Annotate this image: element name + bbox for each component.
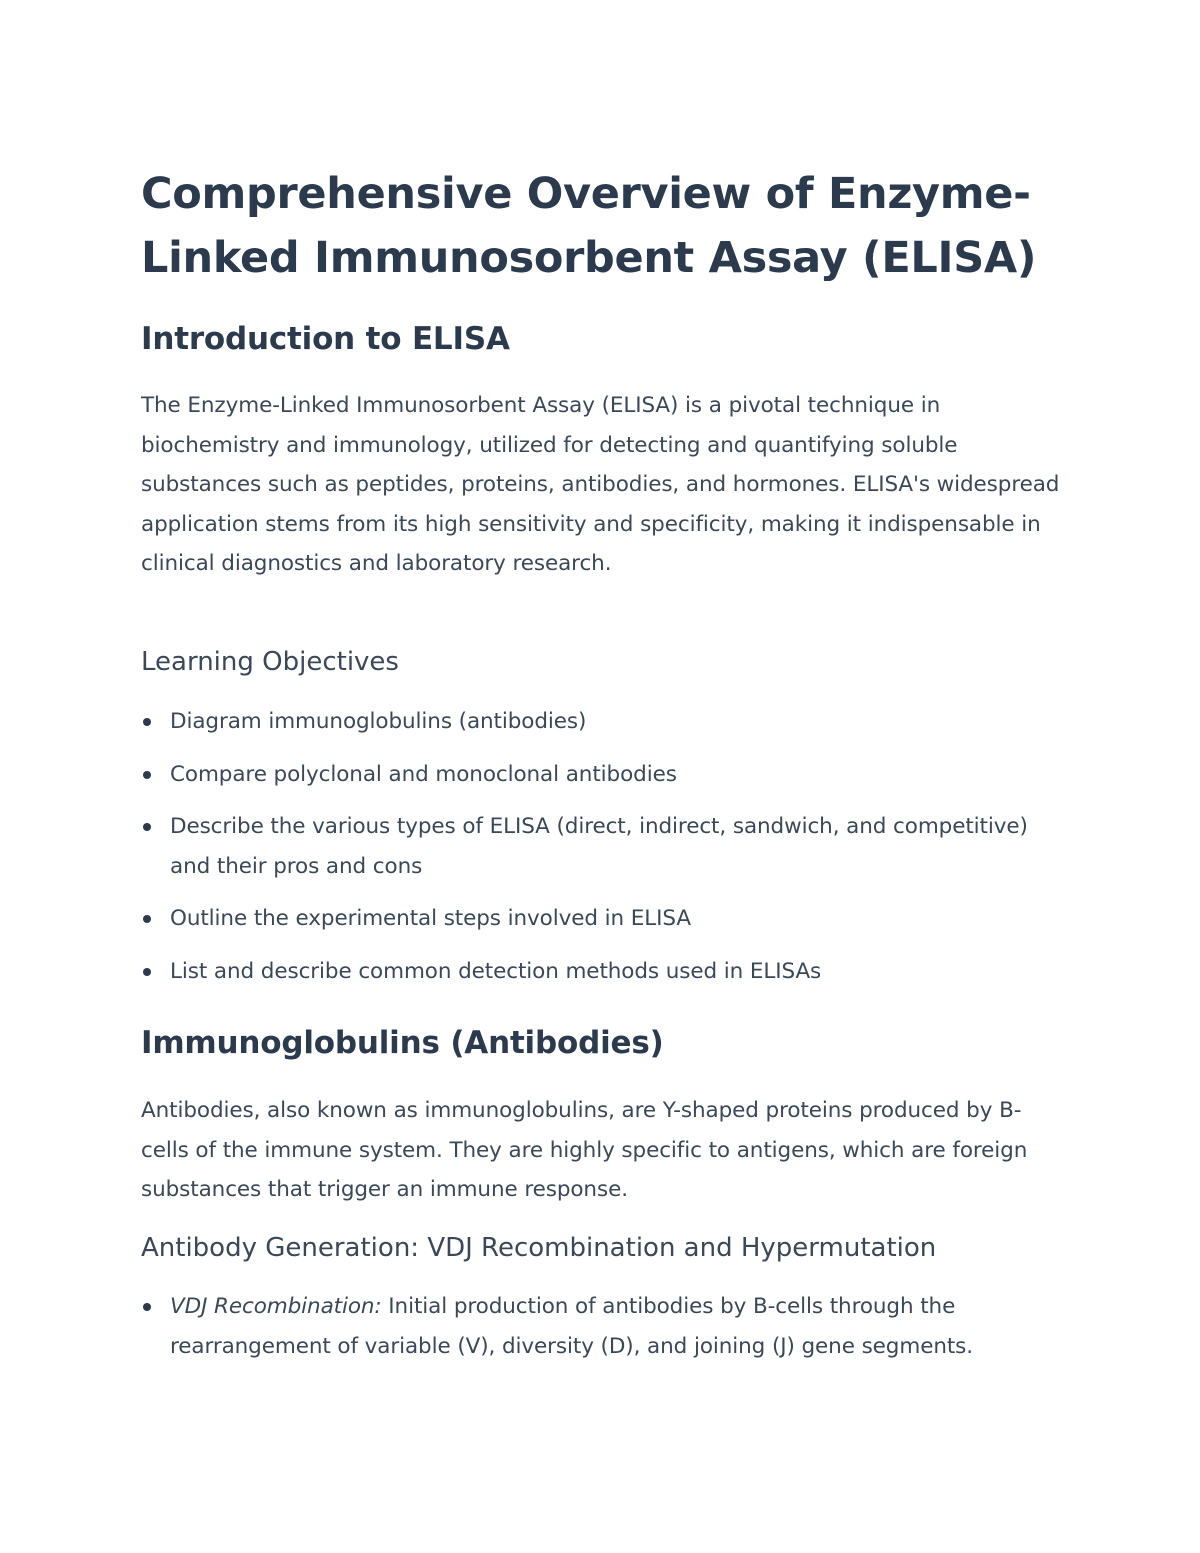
objectives-heading: Learning Objectives	[141, 647, 399, 677]
bullet-icon	[143, 915, 151, 923]
bullet-icon	[143, 968, 151, 976]
generation-heading: Antibody Generation: VDJ Recombination and Hypermutation	[141, 1233, 937, 1263]
list-item	[141, 702, 1061, 742]
objectives-list	[141, 702, 1061, 1004]
list-item	[141, 755, 1061, 795]
vdj-description: Initial production of antibodies by B-cells through the rearrangement of variable (V), diversity (D), and joining (J) gene segments.	[170, 1294, 974, 1359]
immunoglobulins-paragraph: Antibodies, also known as immunoglobulins, are Y-shaped proteins produced by B-cells of the immune system. They are highly specific to antigens, which are foreign substances that trigger an immune response.	[141, 1098, 1028, 1202]
objective-text: Diagram immunoglobulins (antibodies)	[170, 709, 587, 734]
immunoglobulins-heading: Immunoglobulins (Antibodies)	[141, 1025, 664, 1061]
list-item	[141, 952, 1061, 992]
document-title: Comprehensive Overview of Enzyme-Linked Immunosorbent Assay (ELISA)	[141, 169, 1037, 283]
intro-paragraph: The Enzyme-Linked Immunosorbent Assay (ELISA) is a pivotal technique in biochemistry and immunology, utilized for detecting and quantifying soluble substances such as peptides, proteins, antibodies, and hormones. ELISA's widespread application stems from its high sensitivity and specificity, making it indispensable in clinical diagnostics and laboratory research.	[141, 393, 1060, 576]
bullet-icon	[143, 1303, 151, 1311]
list-item	[141, 1287, 1061, 1366]
vdj-term: VDJ Recombination:	[170, 1294, 382, 1319]
bullet-icon	[143, 771, 151, 779]
generation-list	[141, 1287, 1061, 1379]
objective-text: Describe the various types of ELISA (direct, indirect, sandwich, and competitive) and their pros and cons	[170, 814, 1028, 879]
list-item	[141, 899, 1061, 939]
objective-text: List and describe common detection methods used in ELISAs	[170, 958, 822, 984]
intro-heading: Introduction to ELISA	[141, 321, 510, 357]
objective-text: Outline the experimental steps involved in ELISA	[170, 906, 691, 931]
bullet-icon	[143, 718, 151, 726]
objective-text: Compare polyclonal and monoclonal antibodies	[170, 761, 677, 787]
list-item	[141, 807, 1061, 886]
bullet-icon	[143, 823, 151, 831]
